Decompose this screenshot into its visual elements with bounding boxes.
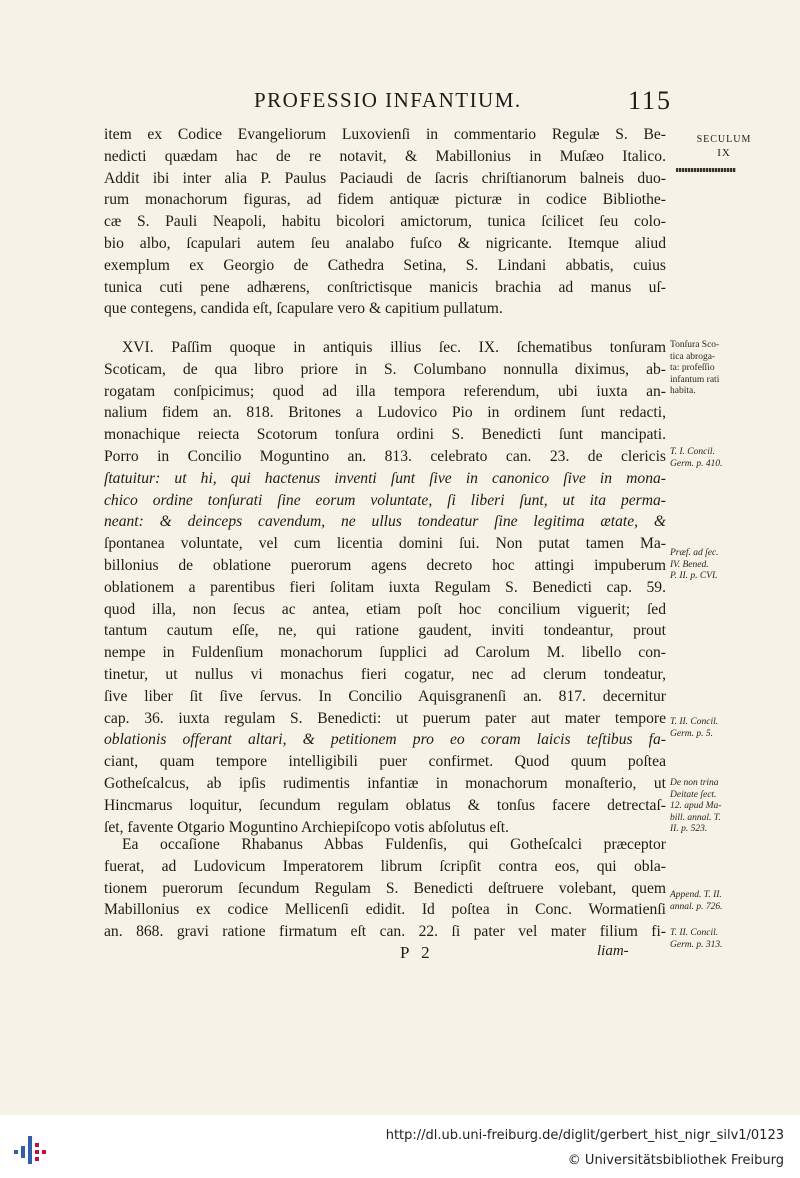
seculum-marginal: [676, 134, 772, 159]
text-line: Mabillonius ex codice Mellicenſi edidit. Id poſtea in Conc. Wormatienſi: [104, 901, 666, 919]
margin-line: Germ. p. 5.: [670, 728, 714, 739]
text-line: cap. 36. iuxta regulam S. Benedicti: ut puerum pater aut mater tempore: [104, 709, 666, 727]
text-line: Scoticam, de qua libro priore in S. Columbano nonnulla diximus, ab-: [104, 360, 666, 378]
running-title: PROFESSIO INFANTIUM.: [254, 88, 522, 112]
margin-line: 12. apud Ma-: [670, 801, 722, 811]
library-logo-icon: [12, 1133, 56, 1167]
running-header: [100, 88, 680, 118]
margin-line: Præf. ad ſec.: [670, 548, 719, 558]
paragraph-3: [104, 834, 666, 943]
seculum-number: IX: [717, 147, 731, 159]
text-line: tunica cuti pene adhærens, conſtrictisque manicis brachia ad manus uſ-: [104, 278, 666, 296]
margin-line: habita.: [670, 386, 696, 396]
margin-note-praef: [670, 548, 766, 583]
margin-line: T. I. Concil.: [670, 447, 715, 457]
text-line: nalium fidem an. 818. Britones a Ludovico Pio in ordinem ſunt redacti,: [104, 404, 666, 422]
margin-line: annal. p. 726.: [670, 901, 723, 912]
text-line: rum monachorum figuras, ad fidem antiquæ picturæ in codice Bibliothe-: [104, 191, 666, 209]
margin-note-append: [670, 890, 766, 913]
text-line: Ea occaſione Rhabanus Abbas Fuldenſis, qui Gotheſcalci præceptor: [122, 836, 666, 853]
catchword: liam-: [597, 943, 629, 959]
text-line: an. 868. gravi ratione firmatum eſt can. 22. ſi pater vel mater filium fi-: [104, 923, 666, 941]
margin-line: De non trina: [670, 778, 719, 788]
margin-line: P. II. p. CVI.: [670, 571, 718, 581]
text-line: item ex Codice Evangeliorum Luxovienſi in commentario Regulæ S. Be-: [104, 126, 666, 143]
text-line: oblationem a parentibus fieri ſolitam iuxta Regulam S. Benedicti cap. 59.: [104, 578, 666, 596]
margin-note-concil-1: [670, 447, 766, 470]
margin-line: Deitate ſect.: [670, 789, 717, 800]
text-line: tantum cautum eſſe, ne, qui ratione gaudent, inviti tondeantur, prout: [104, 622, 666, 640]
text-line: Gotheſcalcus, ab ipſis rudimentis infantiæ in monachorum monaſterio, ut: [104, 774, 666, 792]
margin-line: T. II. Concil.: [670, 717, 719, 727]
seculum-label: SECULUM: [696, 134, 752, 145]
text-line: quod illa, non ſecus ac antea, etiam poſt hoc concilium viguerit; ſed: [104, 600, 666, 618]
margin-line: Germ. p. 313.: [670, 939, 723, 950]
text-line: oblationis offerant altari, & petitionem pro eo coram laicis teſtibus fa-: [104, 731, 666, 749]
text-line: monachique reiecta Scotorum tonſura ordini S. Benedicti ſunt mancipati.: [104, 426, 666, 444]
text-line: que contegens, candida eſt, ſcapulare vero & capitium pullatum.: [104, 300, 503, 318]
margin-note-de-non-trina: [670, 778, 766, 836]
margin-line: infantum rati: [670, 374, 720, 385]
ornamental-rule: [676, 168, 736, 172]
text-line: ſet, favente Otgario Moguntino Archiepiſcopo votis abſolutus eſt.: [104, 818, 509, 836]
margin-note-tonsura: [670, 340, 766, 398]
text-line: bio albo, ſcapulari autem ſeu analabo fuſco & nigricante. Itemque aliud: [104, 234, 666, 252]
margin-line: ta: profeſſio: [670, 363, 715, 373]
page-number: 115: [627, 86, 672, 115]
text-line: Porro in Concilio Moguntino an. 813. celebrato can. 23. de clericis: [104, 447, 666, 465]
margin-line: IV. Bened.: [670, 559, 709, 570]
signature-mark: P 2: [400, 943, 434, 962]
margin-line: tica abroga-: [670, 351, 716, 362]
margin-line: Germ. p. 410.: [670, 458, 723, 469]
source-url-link[interactable]: http://dl.ub.uni-freiburg.de/diglit/gerbert_hist_nigr_silv1/0123: [385, 1128, 784, 1143]
text-line: cæ S. Pauli Neapoli, habitu bicolori amictorum, tunica ſcilicet ſeu colo-: [104, 213, 666, 231]
margin-line: II. p. 523.: [670, 824, 708, 834]
margin-line: T. II. Concil.: [670, 928, 719, 938]
margin-line: Append. T. II.: [670, 890, 722, 900]
text-line: chico ordine tonſurati ſine eorum voluntate, ſi liberi ſunt, ut ita perma-: [104, 491, 666, 509]
text-line: neant: & deinceps cavendum, ne ullus tondeatur ſine legitima ætate, &: [104, 513, 666, 531]
margin-line: bill. annal. T.: [670, 812, 721, 823]
margin-note-concil-2: [670, 717, 766, 740]
text-line: Addit ibi inter alia P. Paulus Paciaudi de ſacris chriſtianorum balneis duo-: [104, 169, 666, 187]
margin-note-concil-3: [670, 928, 766, 951]
text-line: XVI. Paſſim quoque in antiquis illius ſec. IX. ſchematibus tonſuram: [122, 339, 666, 356]
paragraph-2: [104, 337, 666, 838]
text-line: billonius de oblatione puerorum agens decreto hoc attingi impuberum: [104, 556, 666, 574]
text-line: ſive liber ſit ſive ſervus. In Concilio Aquisgranenſi an. 817. decernitur: [104, 687, 666, 705]
text-line: exemplum ex Georgio de Cathedra Setina, S. Lindani abbatis, cuius: [104, 256, 666, 274]
text-line: tionem puerorum ſecundum Regulam S. Benedicti deſtruere volebant, quem: [104, 879, 666, 897]
text-line: ciant, quam tempore intelligibili puer confirmet. Quod quum poſtea: [104, 753, 666, 771]
text-line: tinetur, ut nullus vi monachus fieri cogatur, nec ad clerum tondeatur,: [104, 665, 666, 683]
paragraph-1: [104, 124, 666, 320]
footer-bar: [0, 1115, 800, 1178]
text-line: rogatam conſpicimus; quod ad illa tempora referendum, ubi iuxta an-: [104, 382, 666, 400]
text-line: ſtatuitur: ut hi, qui hactenus inventi ſunt ſive in canonico ſive in mona-: [104, 469, 666, 487]
margin-line: Tonſura Sco-: [670, 340, 720, 350]
text-line: Hincmarus loquitur, ſecundum regulam oblatus & tonſus facere detrectaſ-: [104, 796, 666, 814]
copyright-notice: © Universitätsbibliothek Freiburg: [567, 1153, 784, 1168]
text-line: fuerat, ad Ludovicum Imperatorem librum ſcripſit contra eos, qui obla-: [104, 857, 666, 875]
text-line: ſpontanea voluntate, vel cum licentia domini ſui. Non putat tamen Ma-: [104, 535, 666, 553]
text-line: nedicti quædam hac de re notavit, & Mabillonius in Muſæo Italico.: [104, 147, 666, 165]
text-line: nempe in Fuldenſium monachorum ſupplici ad Carolum M. libello con-: [104, 644, 666, 662]
